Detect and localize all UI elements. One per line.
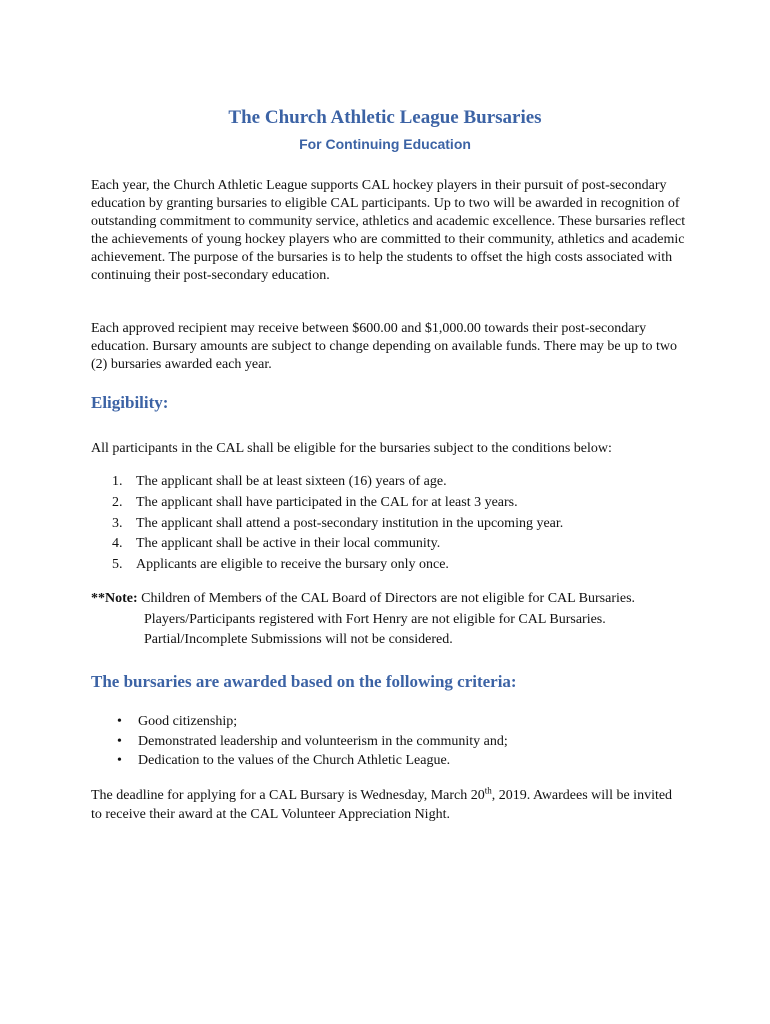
condition-text: The applicant shall attend a post-secondary institution in the upcoming year.	[136, 515, 564, 531]
page-title: The Church Athletic League Bursaries	[228, 107, 542, 128]
condition-number: 1.	[112, 474, 123, 489]
condition-text: The applicant shall be at least sixteen (16) years of age.	[136, 474, 447, 489]
condition-item	[91, 472, 691, 493]
note-text: Players/Participants registered with Fort Henry are not eligible for CAL Bursaries.	[144, 611, 606, 627]
note-line	[91, 589, 711, 610]
ordinal-suffix: th	[484, 785, 492, 796]
criteria-list	[91, 712, 691, 771]
amount-paragraph: Each approved recipient may receive between $600.00 and $1,000.00 towards their post-secondary education. Bursary amounts are subject to change depending on available funds. There may be up to two (2) bursaries awarded each year.	[91, 321, 678, 372]
condition-text: The applicant shall have participated in the CAL for at least 3 years.	[136, 494, 518, 510]
conditions-list	[91, 472, 691, 576]
deadline-text-cont: , 2019. Awardees will be invited to receive their award at the CAL Volunteer Appreciation Night.	[91, 788, 673, 822]
condition-number: 2.	[112, 494, 123, 510]
note-text: Children of Members of the CAL Board of Directors are not eligible for CAL Bursaries.	[141, 591, 636, 606]
criteria-text: Good citizenship;	[138, 714, 238, 729]
intro-paragraph: Each year, the Church Athletic League supports CAL hockey players in their pursuit of post-secondary education by granting bursaries to eligible CAL participants. Up to two will be awarded in recognition of outstanding commitment to community service, athletics and academic excellence. These bursaries reflect the achievements of young hockey players who are committed to their community, athletics and academic achievement. The purpose of the bursaries is to help the students to offset the high costs associated with continuing their post-secondary education.	[91, 178, 686, 283]
condition-item	[91, 493, 691, 514]
bullet-icon: •	[117, 753, 122, 768]
criteria-heading: The bursaries are awarded based on the following criteria:	[91, 672, 517, 691]
condition-item	[91, 555, 691, 576]
criteria-item	[91, 751, 691, 771]
condition-item	[91, 534, 691, 555]
condition-text: Applicants are eligible to receive the bursary only once.	[136, 557, 449, 573]
condition-item	[91, 514, 691, 535]
bullet-icon: •	[117, 714, 122, 729]
eligibility-heading: Eligibility:	[91, 393, 169, 412]
eligibility-lead: All participants in the CAL shall be eligible for the bursaries subject to the conditions below:	[91, 441, 612, 456]
criteria-text: Dedication to the values of the Church Athletic League.	[138, 753, 451, 768]
condition-number: 5.	[112, 557, 123, 573]
note-line	[91, 610, 711, 631]
criteria-item	[91, 732, 691, 752]
deadline-text: The deadline for applying for a CAL Bursary is Wednesday, March 20	[91, 788, 485, 803]
criteria-item	[91, 712, 691, 732]
note-label: **Note:	[91, 591, 138, 606]
deadline-paragraph	[91, 786, 686, 824]
note-text: Partial/Incomplete Submissions will not be considered.	[144, 632, 453, 647]
bullet-icon: •	[117, 733, 122, 749]
note-line	[91, 630, 711, 651]
condition-number: 4.	[112, 536, 123, 552]
page-subtitle: For Continuing Education	[299, 136, 471, 152]
condition-number: 3.	[112, 515, 123, 531]
condition-text: The applicant shall be active in their local community.	[136, 536, 441, 552]
criteria-text: Demonstrated leadership and volunteerism in the community and;	[138, 733, 508, 749]
note-block	[91, 589, 711, 651]
